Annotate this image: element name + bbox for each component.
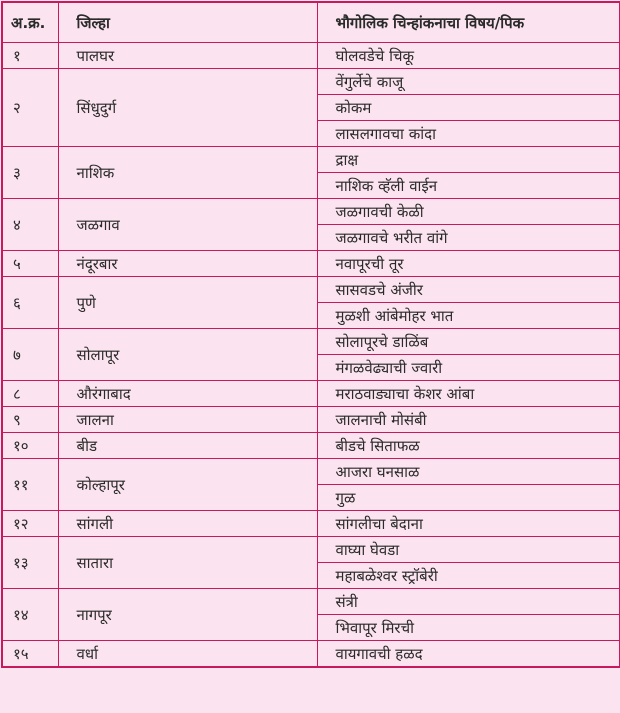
district-cell: नागपूर	[58, 589, 317, 641]
product-cell: नाशिक व्हॅली वाईन	[317, 173, 620, 199]
serial-cell: १५	[2, 641, 58, 668]
table-row	[2, 147, 620, 173]
product-cell: सासवडचे अंजीर	[317, 277, 620, 303]
table-row	[2, 251, 620, 277]
product-cell: संत्री	[317, 589, 620, 615]
district-cell: बीड	[58, 433, 317, 459]
table-row	[2, 329, 620, 355]
table-row	[2, 641, 620, 668]
serial-cell: ५	[2, 251, 58, 277]
product-cell: आजरा घनसाळ	[317, 459, 620, 485]
serial-cell: ४	[2, 199, 58, 251]
table-row	[2, 511, 620, 537]
product-cell: जळगावची केळी	[317, 199, 620, 225]
product-cell: नवापूरची तूर	[317, 251, 620, 277]
product-cell: वाघ्या घेवडा	[317, 537, 620, 563]
product-cell: सांगलीचा बेदाना	[317, 511, 620, 537]
serial-cell: ७	[2, 329, 58, 381]
product-cell: घोलवडेचे चिकू	[317, 43, 620, 69]
district-cell: कोल्हापूर	[58, 459, 317, 511]
product-cell: वायगावची हळद	[317, 641, 620, 668]
header-row	[2, 2, 620, 43]
product-cell: जालनाची मोसंबी	[317, 407, 620, 433]
table-row	[2, 537, 620, 563]
product-cell: भिवापूर मिरची	[317, 615, 620, 641]
table-row	[2, 69, 620, 95]
product-cell: द्राक्ष	[317, 147, 620, 173]
district-cell: सिंधुदुर्ग	[58, 69, 317, 147]
district-cell: सातारा	[58, 537, 317, 589]
serial-cell: १२	[2, 511, 58, 537]
serial-cell: ३	[2, 147, 58, 199]
district-header: जिल्हा	[58, 2, 317, 43]
district-cell: सांगली	[58, 511, 317, 537]
table-row	[2, 381, 620, 407]
product-cell: मराठवाड्याचा केशर आंबा	[317, 381, 620, 407]
serial-cell: १०	[2, 433, 58, 459]
table-row	[2, 433, 620, 459]
table-row	[2, 199, 620, 225]
serial-cell: ८	[2, 381, 58, 407]
serial-cell: ११	[2, 459, 58, 511]
serial-cell: १३	[2, 537, 58, 589]
product-cell: कोकम	[317, 95, 620, 121]
district-cell: नाशिक	[58, 147, 317, 199]
table-row	[2, 407, 620, 433]
district-cell: पालघर	[58, 43, 317, 69]
product-cell: गुळ	[317, 485, 620, 511]
serial-cell: ६	[2, 277, 58, 329]
serial-cell: १	[2, 43, 58, 69]
product-cell: बीडचे सिताफळ	[317, 433, 620, 459]
gi-tag-table	[1, 1, 620, 668]
district-cell: सोलापूर	[58, 329, 317, 381]
product-cell: जळगावचे भरीत वांगे	[317, 225, 620, 251]
table-row	[2, 277, 620, 303]
table-row	[2, 589, 620, 615]
product-header: भौगोलिक चिन्हांकनाचा विषय/पिक	[317, 2, 620, 43]
table-row	[2, 43, 620, 69]
district-cell: औरंगाबाद	[58, 381, 317, 407]
product-cell: सोलापूरचे डाळिंब	[317, 329, 620, 355]
product-cell: मंगळवेढ्याची ज्वारी	[317, 355, 620, 381]
district-cell: नंदूरबार	[58, 251, 317, 277]
product-cell: लासलगावचा कांदा	[317, 121, 620, 147]
district-cell: जालना	[58, 407, 317, 433]
table-row	[2, 459, 620, 485]
table-body	[2, 43, 620, 668]
product-cell: वेंगुर्लेचे काजू	[317, 69, 620, 95]
serial-cell: ९	[2, 407, 58, 433]
district-cell: जळगाव	[58, 199, 317, 251]
district-cell: वर्धा	[58, 641, 317, 668]
serial-cell: १४	[2, 589, 58, 641]
district-cell: पुणे	[58, 277, 317, 329]
product-cell: मुळशी आंबेमोहर भात	[317, 303, 620, 329]
serial-cell: २	[2, 69, 58, 147]
product-cell: महाबळेश्वर स्ट्रॉबेरी	[317, 563, 620, 589]
serial-header: अ.क्र.	[2, 2, 58, 43]
